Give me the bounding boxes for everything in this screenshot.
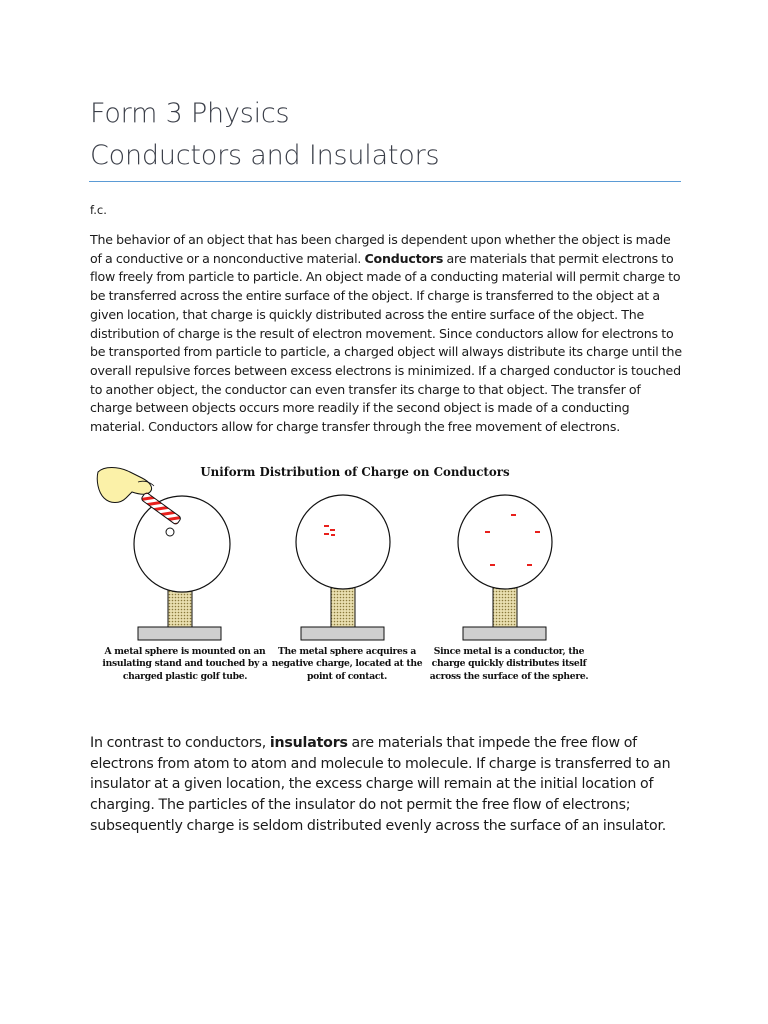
paragraph-text: are materials that permit electrons to flow freely from particle to particle. An object made of a conducting material will permit charge to be transferred across the entire surface of the object. If charge is transferred to the object at a given location, that charge is quickly distributed across the entire surface of the object. The distribution of charge is the result of electron movement. Since conductors allow for electrons to be transported from particle to particle, a charged object will always distribute its charge until the overall repulsive forces between excess electrons is minimized. If a charged conductor is touched to another object, the conductor can even transfer its charge to that object. The transfer of charge between objects occurs more readily if the second object is made of a conducting material. Conductors allow for charge transfer through the free movement of electrons. [90, 250, 682, 435]
paragraph-text: are materials that impede the free flow of electrons from atom to atom and molecule to molecule. If charge is transferred to an insulator at a given location, the excess charge will remain at the initial location of charging. The particles of the insulator do not permit the free flow of electrons; subsequently charge is seldom distributed evenly across the surface of an insulator. [90, 735, 671, 834]
charge-mark [535, 531, 540, 533]
charge-mark [527, 564, 532, 566]
charge-mark [324, 533, 329, 535]
stand-base-3 [463, 627, 546, 640]
author-initials: f.c. [90, 203, 107, 217]
charge-mark [490, 564, 495, 566]
panel-2-apparatus [296, 495, 390, 640]
charge-mark [331, 534, 335, 536]
page-title-line1: Form 3 Physics [90, 98, 290, 129]
charge-mark [511, 514, 516, 516]
panel-1-apparatus [97, 468, 230, 641]
charge-mark [330, 529, 335, 531]
stand-base-2 [301, 627, 384, 640]
charge-mark [324, 525, 329, 527]
title-divider [89, 181, 681, 182]
page-title-line2: Conductors and Insulators [90, 140, 440, 171]
insulators-term: insulators [269, 735, 348, 751]
caption-1: A metal sphere is mounted on an insulating stand and touched by a charged plastic golf tube. [102, 646, 268, 682]
paragraph-text: In contrast to conductors, [90, 735, 270, 751]
metal-sphere-1 [134, 496, 230, 592]
insulators-paragraph [90, 733, 684, 837]
figure-title: Uniform Distribution of Charge on Conductors [200, 465, 510, 479]
metal-sphere-2 [296, 495, 390, 589]
caption-3: Since metal is a conductor, the charge quickly distributes itself across the surface of the sphere. [429, 646, 589, 682]
paragraph-text: The behavior of an object that has been charged is dependent upon whether the object is made of a conductive or a nonconductive material. [90, 232, 671, 266]
conductors-paragraph [90, 231, 684, 437]
charge-mark [485, 531, 490, 533]
metal-sphere-3 [458, 495, 552, 589]
stand-base-1 [138, 627, 221, 640]
conductors-term: Conductors [364, 250, 444, 266]
charge-distribution-figure [90, 458, 610, 698]
caption-2: The metal sphere acquires a negative charge, located at the point of contact. [271, 646, 423, 682]
panel-3-apparatus [458, 495, 552, 640]
